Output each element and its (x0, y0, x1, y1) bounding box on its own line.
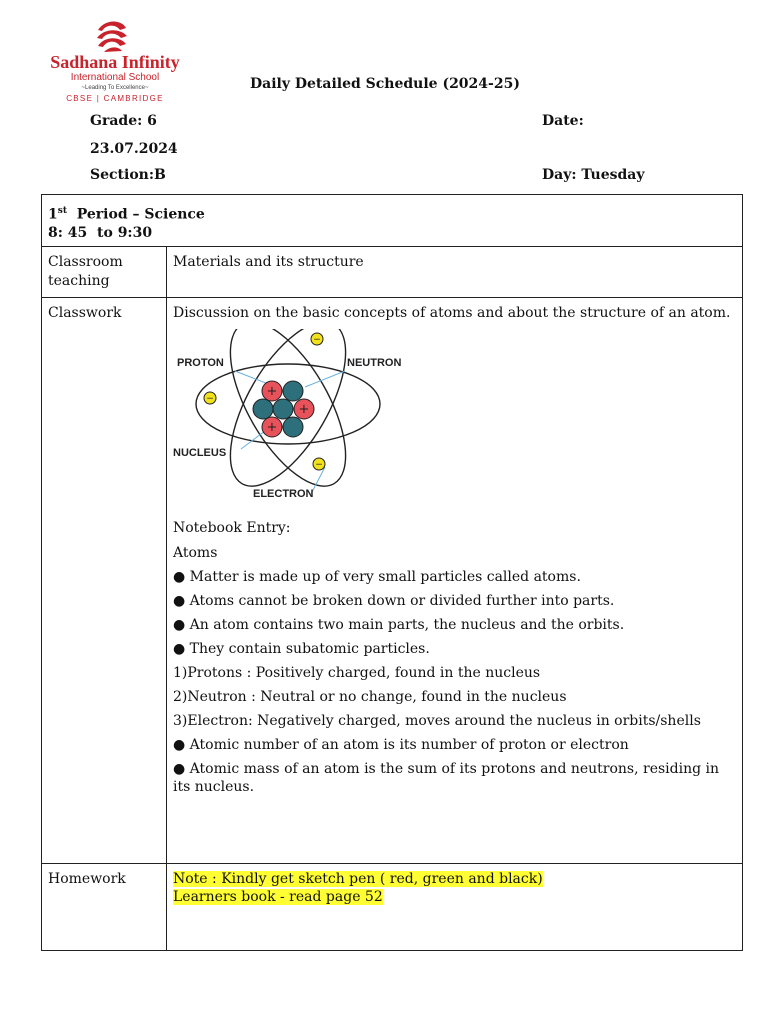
school-boards: CBSE | CAMBRIDGE (66, 94, 164, 103)
neutron-particle (283, 381, 303, 401)
period-ordinal-suffix: st (57, 206, 67, 216)
nucleus-label: NUCLEUS (173, 447, 227, 459)
notebook-line: ● Atoms cannot be broken down or divided further into parts. (173, 593, 615, 609)
period-time: 8: 45 to 9:30 (48, 224, 153, 241)
homework-label: Homework (42, 864, 167, 951)
schedule-table (41, 194, 743, 951)
notebook-line: 2)Neutron : Neutral or no change, found in the nucleus (173, 689, 567, 705)
grade-label: Grade: 6 (90, 113, 157, 129)
period-header (42, 195, 743, 247)
notebook-line: ● Atomic number of an atom is its number of proton or electron (173, 737, 629, 753)
date-label: Date: (542, 113, 584, 129)
neutron-particle (273, 399, 293, 419)
school-tagline: ~Leading To Excellence~ (81, 85, 149, 91)
notebook-line: ● Matter is made up of very small particles called atoms. (173, 569, 581, 585)
period-title-line (48, 202, 734, 224)
day-label: Day: Tuesday (542, 167, 645, 183)
notebook-line: 1)Protons : Positively charged, found in the nucleus (173, 665, 541, 681)
notebook-line: ● Atomic mass of an atom is the sum of its protons and neutrons, residing in its nucleus. (173, 761, 720, 795)
homework-row (42, 864, 743, 951)
svg-text:−: − (313, 335, 321, 345)
school-logo-icon (92, 18, 132, 54)
school-subtitle: International School (70, 72, 160, 83)
school-logo (40, 18, 190, 108)
notebook-topic: Atoms (173, 545, 218, 561)
notebook-line: ● An atom contains two main parts, the nucleus and the orbits. (173, 617, 625, 633)
notebook-line: 3)Electron: Negatively charged, moves around the nucleus in orbits/shells (173, 713, 701, 729)
date-value: 23.07.2024 (90, 141, 178, 157)
classroom-content: Materials and its structure (167, 247, 743, 298)
period-ordinal: 1 (48, 206, 58, 223)
svg-text:−: − (315, 460, 323, 470)
notebook-line: ● They contain subatomic particles. (173, 641, 430, 657)
school-name: Sadhana Infinity (50, 52, 180, 72)
svg-text:+: + (266, 420, 278, 435)
neutron-particle (253, 399, 273, 419)
homework-content (167, 864, 743, 951)
proton-label: PROTON (177, 357, 224, 369)
classwork-label: Classwork (42, 298, 167, 864)
document-title: Daily Detailed Schedule (2024-25) (250, 76, 520, 92)
notebook-heading: Notebook Entry: (173, 520, 291, 536)
homework-reading: Learners book - read page 52 (173, 889, 383, 905)
electron-label: ELECTRON (253, 488, 314, 499)
period-header-row (42, 195, 743, 247)
svg-text:+: + (298, 402, 310, 417)
classroom-label: Classroom teaching (42, 247, 167, 298)
classwork-content (167, 298, 743, 864)
section-label: Section:B (90, 167, 166, 183)
period-title: Period – Science (76, 206, 205, 223)
atom-diagram (173, 329, 413, 499)
classroom-row (42, 247, 743, 298)
svg-text:+: + (266, 384, 278, 399)
classwork-intro: Discussion on the basic concepts of atoms and about the structure of an atom. (173, 305, 731, 321)
svg-text:−: − (206, 394, 214, 404)
neutron-particle (283, 417, 303, 437)
homework-note: Note : Kindly get sketch pen ( red, green and black) (173, 871, 543, 887)
neutron-label: NEUTRON (347, 357, 402, 369)
classwork-row (42, 298, 743, 864)
